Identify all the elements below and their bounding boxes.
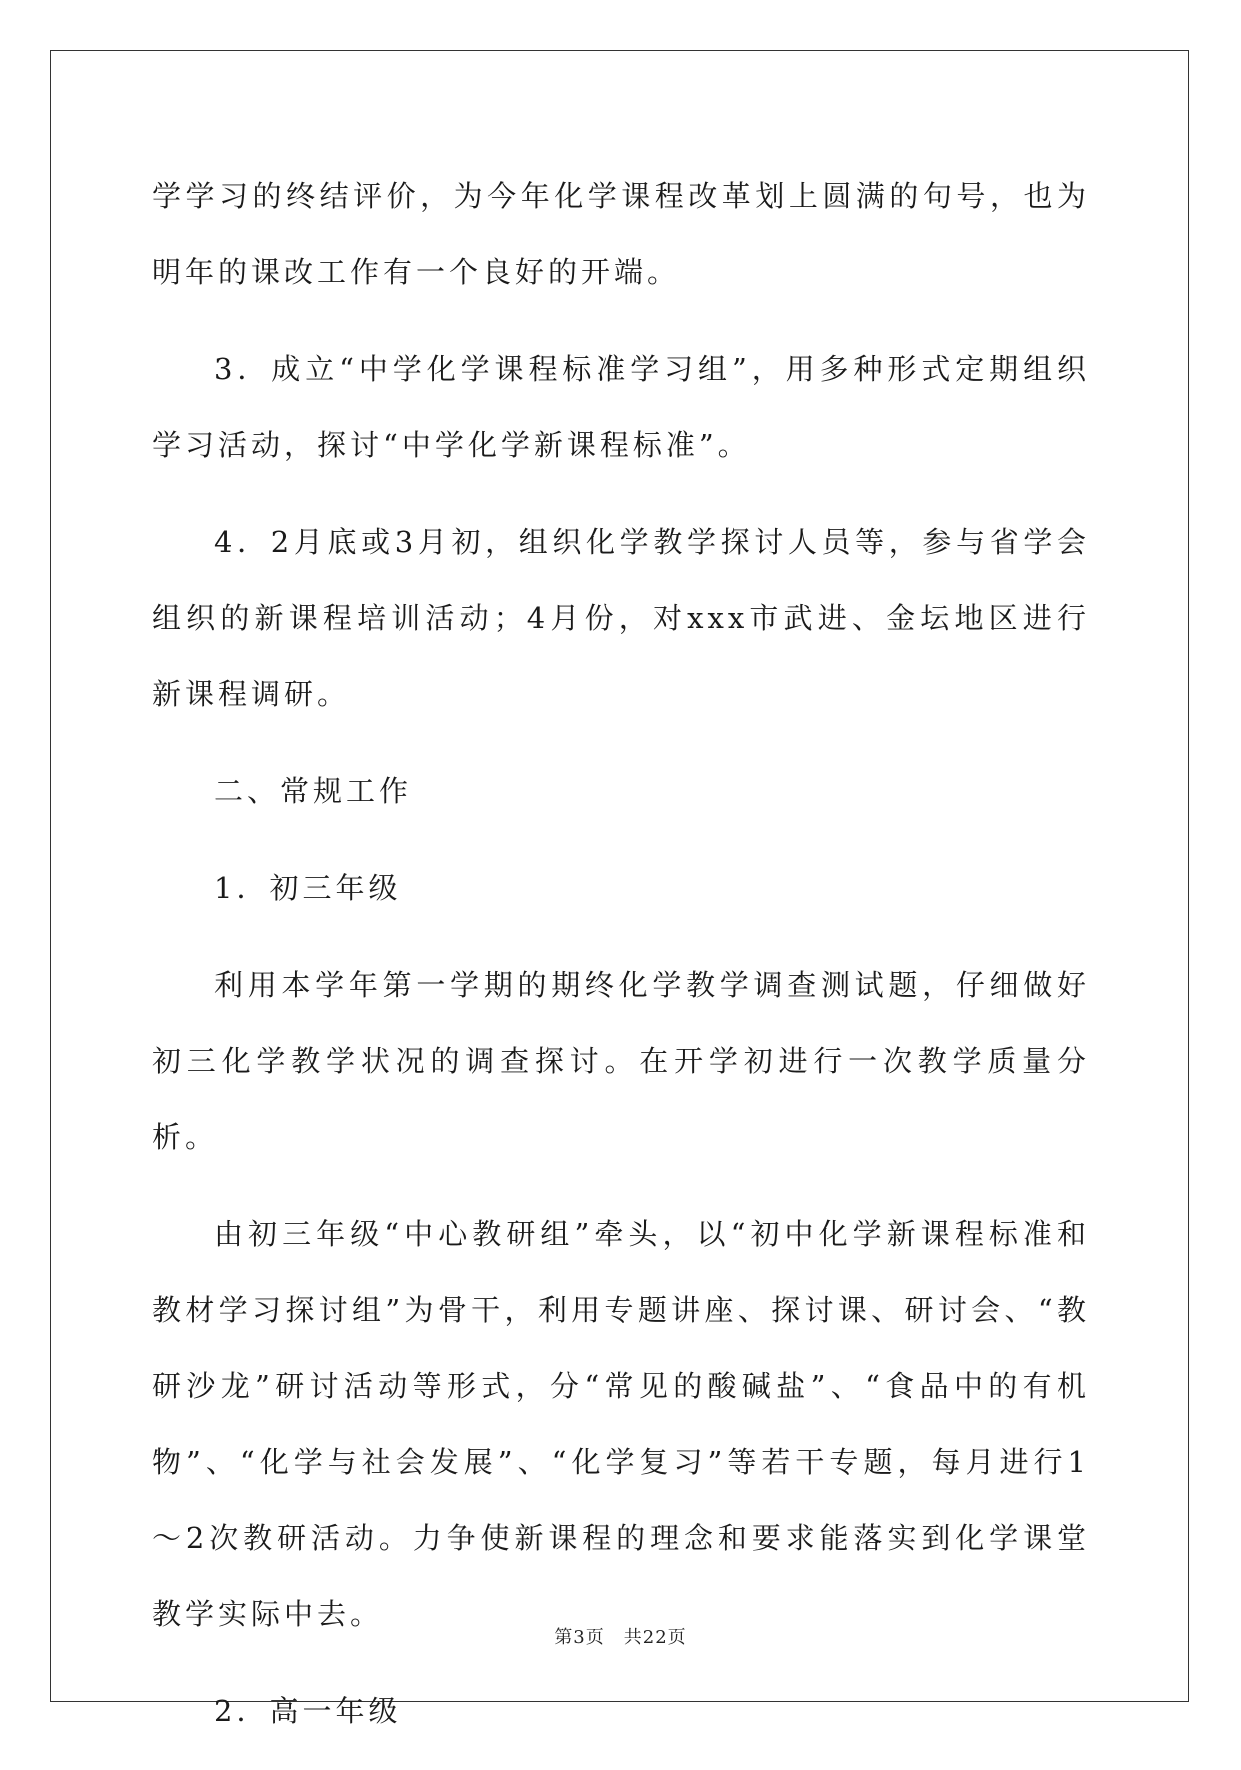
section-heading-routine-work: 二、常规工作	[214, 774, 413, 808]
page-footer: 第3页 共22页	[554, 1627, 687, 1648]
paragraph-item-4: 4．2月底或3月初，组织化学教学探讨人员等，参与省学会组织的新课程培训活动；4月份，对xxx市武进、金坛地区进行新课程调研。	[152, 525, 1090, 711]
paragraph-item-3: 3．成立“中学化学课程标准学习组”，用多种形式定期组织学习活动，探讨“中学化学新课程标准”。	[152, 352, 1090, 462]
paragraph-continuation: 学学习的终结评价，为今年化学课程改革划上圆满的句号，也为明年的课改工作有一个良好的开端。	[152, 179, 1090, 289]
document-body	[152, 158, 1090, 1770]
subheading-grade-9: 1．初三年级	[214, 871, 402, 905]
paragraph-grade-9-survey: 利用本学年第一学期的期终化学教学调查测试题，仔细做好初三化学教学状况的调查探讨。在开学初进行一次教学质量分析。	[152, 968, 1090, 1154]
subheading-grade-10: 2．高一年级	[214, 1694, 402, 1728]
paragraph-grade-9-research: 由初三年级“中心教研组”牵头，以“初中化学新课程标准和教材学习探讨组”为骨干，利用专题讲座、探讨课、研讨会、“教研沙龙”研讨活动等形式，分“常见的酸碱盐”、“食品中的有机物”、“化学与社会发展”、“化学复习”等若干专题，每月进行1～2次教研活动。力争使新课程的理念和要求能落实到化学课堂教学实际中去。	[152, 1217, 1090, 1631]
